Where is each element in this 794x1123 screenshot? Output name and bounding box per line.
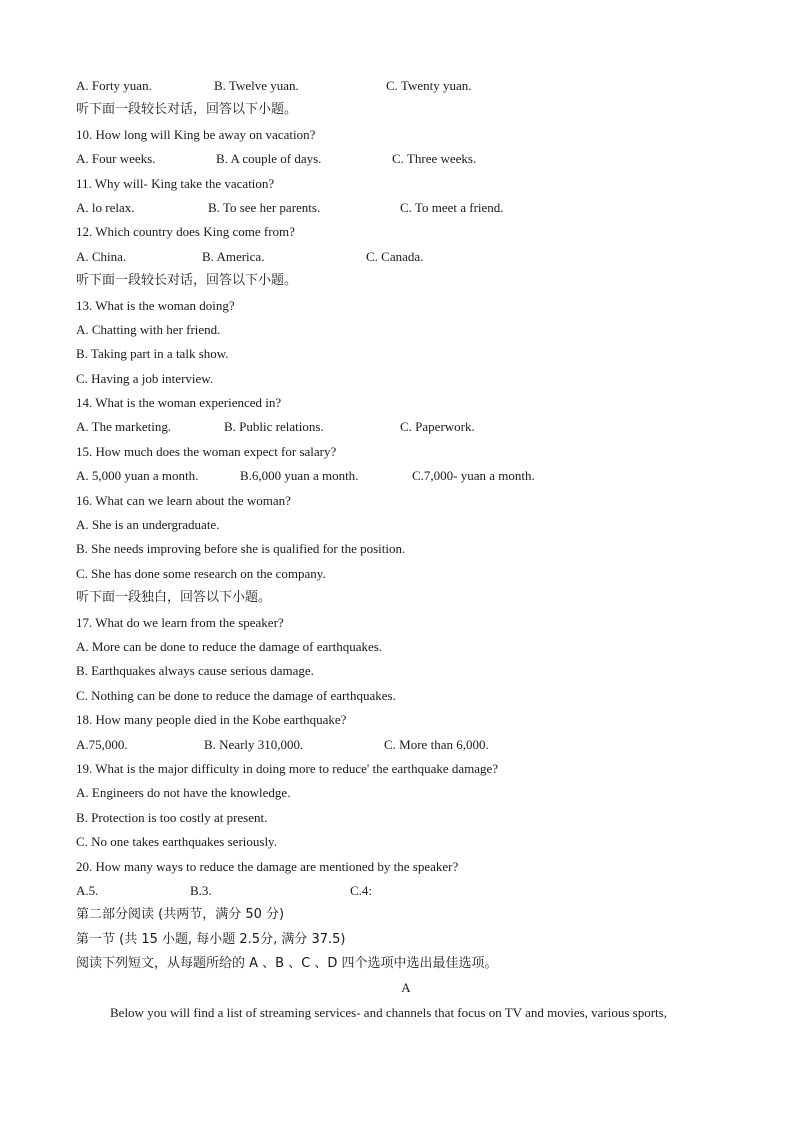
option-c: C. Nothing can be done to reduce the damage of earthquakes. [76, 687, 396, 703]
q14-options [76, 415, 736, 439]
option-b: B.6,000 yuan a month. [240, 468, 359, 484]
option-a: A. More can be done to reduce the damage of earthquakes. [76, 638, 383, 654]
option-c: C. Having a job interview. [76, 370, 214, 386]
option-c: C. No one takes earthquakes seriously. [76, 834, 277, 850]
option-a: A. Forty yuan. [76, 78, 152, 93]
option-c: C.7,000- yuan a month. [412, 468, 535, 484]
instruction: 阅读下列短文，从每题所给的 A 、B 、C 、D 四个选项中选出最佳选项。 [76, 956, 498, 972]
question-text: 20. How many ways to reduce the damage are mentioned by the speaker? [76, 858, 459, 874]
option-b: B.3. [190, 882, 212, 898]
option-b: B. Protection is too costly at present. [76, 809, 268, 825]
option-c: C. Canada. [366, 248, 424, 264]
q12-options [76, 245, 736, 269]
exam-page [76, 74, 736, 1025]
option-c: C. She has done some research on the company. [76, 565, 326, 581]
option-c: C.4: [350, 882, 373, 898]
q9-options [76, 74, 736, 98]
question-text: 17. What do we learn from the speaker? [76, 614, 284, 630]
passage-label: A [401, 980, 411, 996]
section-header: 听下面一段独白，回答以下小题。 [76, 590, 272, 606]
option-c: C. More than 6,000. [384, 736, 489, 752]
part-title: 第二部分阅读 (共两节，满分 50 分) [76, 907, 285, 923]
option-a: A. Chatting with her friend. [76, 321, 221, 337]
q15-options [76, 464, 736, 488]
option-c: C. Three weeks. [392, 151, 477, 167]
question-text: 15. How much does the woman expect for salary? [76, 443, 337, 459]
option-b: B. Nearly 310,000. [204, 736, 304, 752]
question-text: 10. How long will King be away on vacation? [76, 126, 316, 142]
option-a: A. China. [76, 248, 127, 264]
option-a: A.75,000. [76, 736, 128, 752]
option-a: A. The marketing. [76, 419, 172, 435]
option-a: A. She is an undergraduate. [76, 517, 220, 533]
question-text: 13. What is the woman doing? [76, 297, 235, 313]
option-c: C. Twenty yuan. [386, 78, 472, 93]
section-header: 听下面一段较长对话，回答以下小题。 [76, 273, 298, 289]
option-a: A. 5,000 yuan a month. [76, 468, 199, 484]
question-text: 11. Why will- King take the vacation? [76, 175, 275, 191]
question-text: 18. How many people died in the Kobe earthquake? [76, 712, 347, 728]
option-a: A. Four weeks. [76, 151, 156, 167]
option-b: B. To see her parents. [208, 199, 321, 215]
passage-text: Below you will find a list of streaming services- and channels that focus on TV and movies, various sports, [110, 1004, 667, 1020]
question-text: 19. What is the major difficulty in doing more to reduce' the earthquake damage? [76, 760, 499, 776]
option-b: B. Earthquakes always cause serious damage. [76, 663, 314, 679]
question-text: 16. What can we learn about the woman? [76, 492, 291, 508]
option-c: C. To meet a friend. [400, 199, 504, 215]
question-text: 14. What is the woman experienced in? [76, 395, 282, 411]
section-header: 听下面一段较长对话，回答以下小题。 [76, 102, 298, 118]
option-b: B. She needs improving before she is qualified for the position. [76, 541, 406, 557]
option-a: A. lo relax. [76, 199, 135, 215]
option-a: A. Engineers do not have the knowledge. [76, 785, 291, 801]
q11-options [76, 196, 736, 220]
option-b: B. Taking part in a talk show. [76, 346, 229, 362]
q18-options [76, 733, 736, 757]
option-a: A.5. [76, 882, 99, 898]
option-b: B. A couple of days. [216, 151, 322, 167]
option-b: B. Twelve yuan. [214, 78, 299, 93]
option-b: B. Public relations. [224, 419, 324, 435]
section-title: 第一节 (共 15 小题, 每小题 2.5分, 满分 37.5) [76, 931, 346, 947]
option-c: C. Paperwork. [400, 419, 475, 435]
q20-options [76, 879, 736, 903]
option-b: B. America. [202, 248, 265, 264]
q10-options [76, 147, 736, 171]
question-text: 12. Which country does King come from? [76, 224, 295, 240]
